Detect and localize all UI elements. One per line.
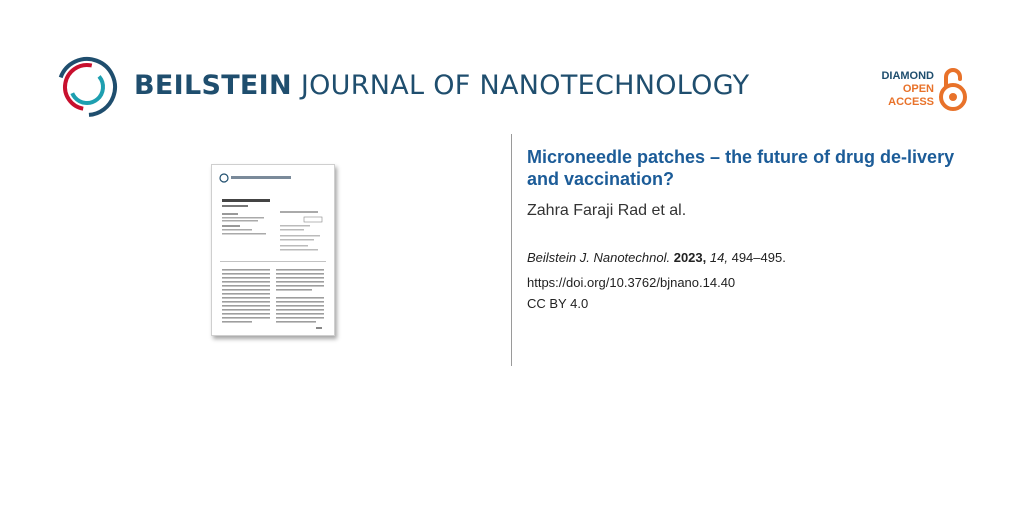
article-thumbnail[interactable] xyxy=(211,164,335,336)
article-info xyxy=(527,146,987,311)
citation-year: 2023, xyxy=(673,250,707,265)
citation-pages: 494–495. xyxy=(731,250,786,265)
badge-line-access: ACCESS xyxy=(888,95,934,108)
open-lock-icon xyxy=(938,66,968,112)
journal-title[interactable] xyxy=(134,70,749,101)
citation xyxy=(527,250,987,265)
journal-brand: BEILSTEIN xyxy=(134,70,292,101)
badge-line-diamond: DIAMOND xyxy=(881,69,934,82)
badge-line-open: OPEN xyxy=(902,82,934,95)
doi-link[interactable]: https://doi.org/10.3762/bjnano.14.40 xyxy=(527,275,736,290)
license-label[interactable]: CC BY 4.0 xyxy=(527,296,589,311)
journal-name-rest: JOURNAL OF NANOTECHNOLOGY xyxy=(300,70,750,101)
article-authors: Zahra Faraji Rad et al. xyxy=(527,202,687,219)
diamond-open-access-badge xyxy=(881,66,968,112)
vertical-divider xyxy=(511,134,512,366)
citation-journal: Beilstein J. Nanotechnol. xyxy=(527,250,671,265)
beilstein-logo xyxy=(56,56,118,118)
article-title[interactable]: Microneedle patches – the future of drug de-livery and vaccination? xyxy=(527,147,955,189)
citation-volume: 14, xyxy=(709,250,728,265)
